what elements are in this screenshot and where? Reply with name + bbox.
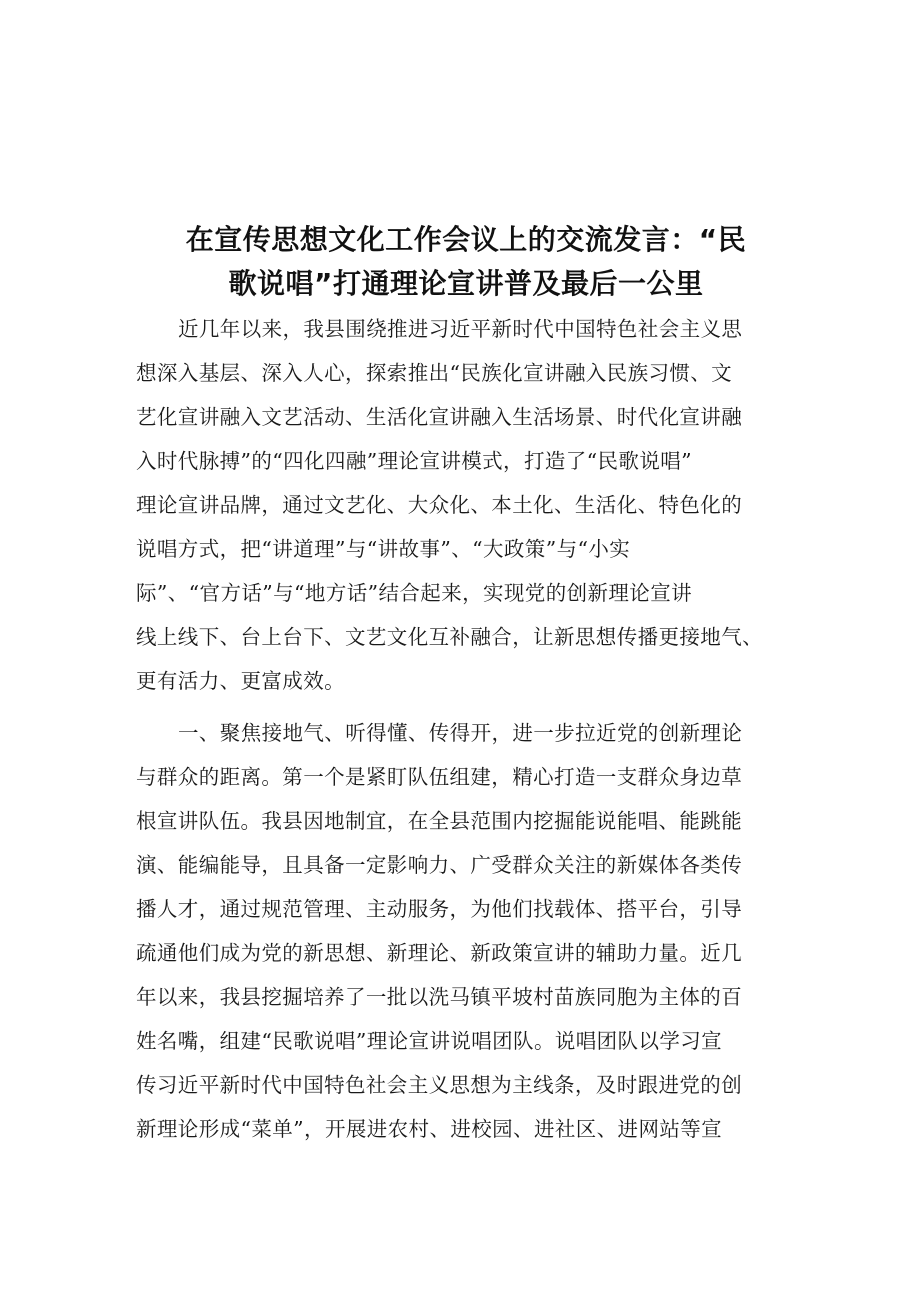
paragraph-line: 姓名嘴，组建“民歌说唱”理论宣讲说唱团队。说唱团队以学习宣 [136,1029,723,1053]
paragraph-line: 新理论形成“菜单”，开展进农村、进校园、进社区、进网站等宣 [136,1117,723,1141]
paragraph-line: 线上线下、台上台下、文艺文化互补融合，让新思想传播更接地气、 [136,625,763,649]
paragraph-line: 播人才，通过规范管理、主动服务，为他们找载体、搭平台，引导 [136,897,743,921]
paragraph-line: 与群众的距离。第一个是紧盯队伍组建，精心打造一支群众身边草 [136,765,743,789]
paragraph-line: 演、能编能导，且具备一定影响力、广受群众关注的新媒体各类传 [136,853,743,877]
paragraph-line: 更有活力、更富成效。 [136,669,345,693]
paragraph-line: 疏通他们成为党的新思想、新理论、新政策宣讲的辅助力量。近几 [136,941,743,965]
paragraph-intro [136,307,796,703]
paragraph-line: 际”、“官方话”与“地方话”结合起来，实现党的创新理论宣讲 [136,581,692,605]
title-line-2: 歌说唱”打通理论宣讲普及最后一公里 [228,267,704,300]
paragraph-line: 根宣讲队伍。我县因地制宜，在全县范围内挖掘能说能唱、能跳能 [136,809,743,833]
title-line-1: 在宣传思想文化工作会议上的交流发言：“民 [185,223,747,256]
document-body [136,307,796,1151]
paragraph-spacer [136,703,796,711]
paragraph-line: 年以来，我县挖掘培养了一批以洗马镇平坡村苗族同胞为主体的百 [136,985,743,1009]
paragraph-line: 想深入基层、深入人心，探索推出“民族化宣讲融入民族习惯、文 [136,361,733,385]
paragraph-section-one [136,711,796,1151]
paragraph-line: 一、聚焦接地气、听得懂、传得开，进一步拉近党的创新理论 [178,721,743,745]
paragraph-line: 入时代脉搏”的“四化四融”理论宣讲模式，打造了“民歌说唱” [136,449,692,473]
paragraph-line: 艺化宣讲融入文艺活动、生活化宣讲融入生活场景、时代化宣讲融 [136,405,743,429]
paragraph-line: 近几年以来，我县围绕推进习近平新时代中国特色社会主义思 [178,317,743,341]
document-title [136,218,796,306]
paragraph-line: 理论宣讲品牌，通过文艺化、大众化、本土化、生活化、特色化的 [136,493,743,517]
paragraph-line: 传习近平新时代中国特色社会主义思想为主线条，及时跟进党的创 [136,1073,743,1097]
paragraph-line: 说唱方式，把“讲道理”与“讲故事”、“大政策”与“小实 [136,537,631,561]
